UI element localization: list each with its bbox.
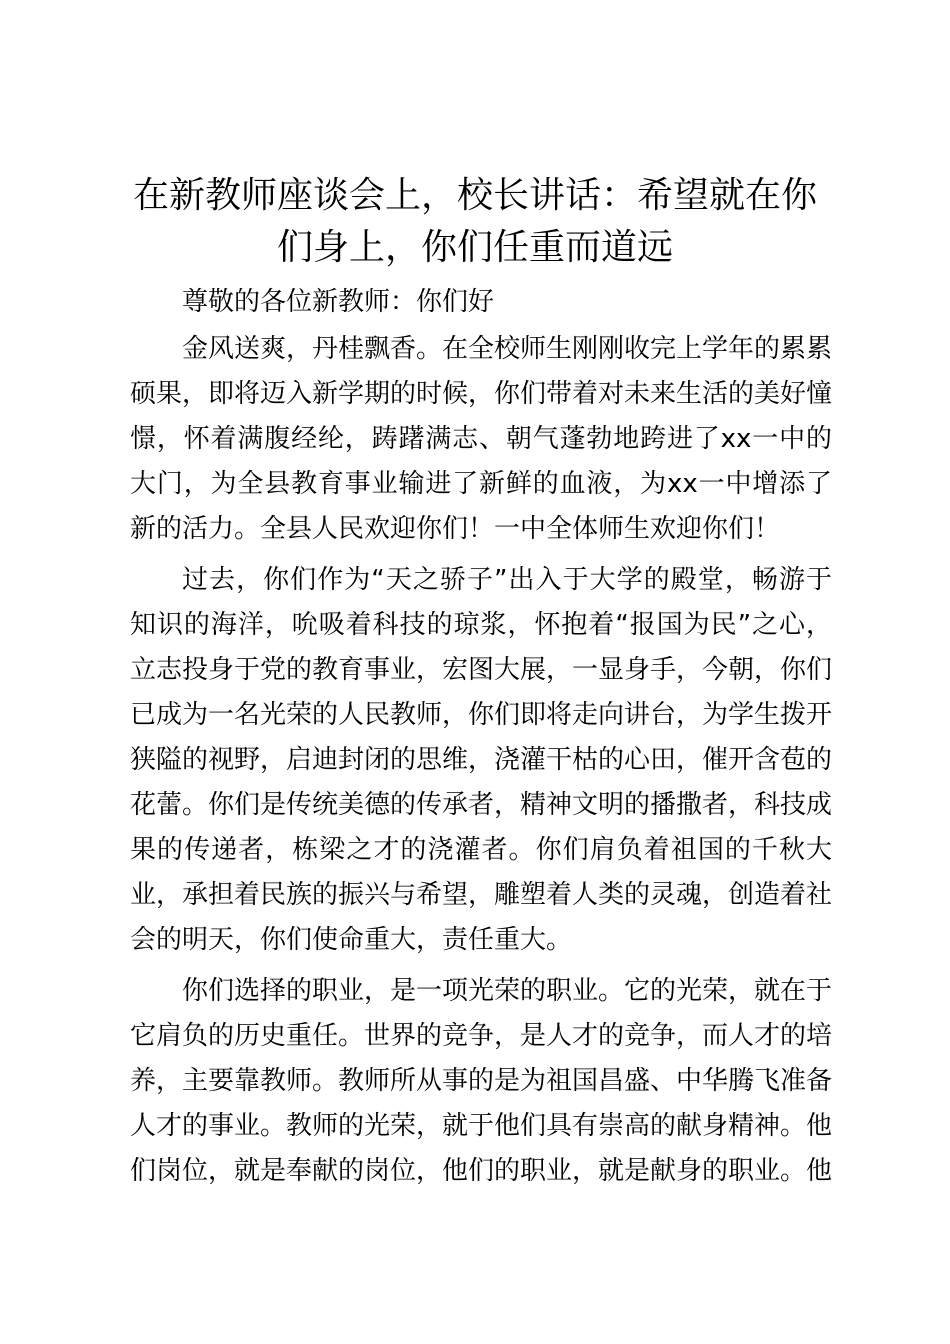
paragraph-3: 你们选择的职业，是一项光荣的职业。它的光荣，就在于它肩负的历史重任。世界的竞争，是人才的竞争，而人才的培养，主要靠教师。教师所从事的是为祖国昌盛、中华腾飞准备人才的事业。教师的光荣，就于他们具有崇高的献身精神。他们岗位，就是奉献的岗位，他们的职业，就是献身的职业。他 <box>130 976 833 1186</box>
document-body <box>130 280 832 1200</box>
document-title: 在新教师座谈会上，校长讲话：希望就在你们身上，你们任重而道远 <box>132 175 817 268</box>
paragraph-1: 金风送爽，丹桂飘香。在全校师生刚刚收完上学年的累累硕果，即将迈入新学期的时候，你们带着对未来生活的美好憧憬，怀着满腹经纶，踌躇满志、朝气蓬勃地跨进了xx一中的大门，为全县教育事业输进了新鲜的血液，为xx一中增添了新的活力。全县人民欢迎你们！一中全体师生欢迎你们！ <box>130 334 833 544</box>
paragraph-2: 过去，你们作为“天之骄子”出入于大学的殿堂，畅游于知识的海洋，吮吸着科技的琼浆，怀抱着“报国为民”之心，立志投身于党的教育事业，宏图大展，一显身手，今朝，你们已成为一名光荣的人民教师，你们即将走向讲台，为学生拨开狭隘的视野，启迪封闭的思维，浇灌干枯的心田，催开含苞的花蕾。你们是传统美德的传承者，精神文明的播撒者，科技成果的传递者，栋梁之才的浇灌者。你们肩负着祖国的千秋大业，承担着民族的振兴与希望，雕塑着人类的灵魂，创造着社会的明天，你们使命重大，责任重大。 <box>130 565 833 955</box>
greeting-line: 尊敬的各位新教师：你们好 <box>182 287 495 317</box>
